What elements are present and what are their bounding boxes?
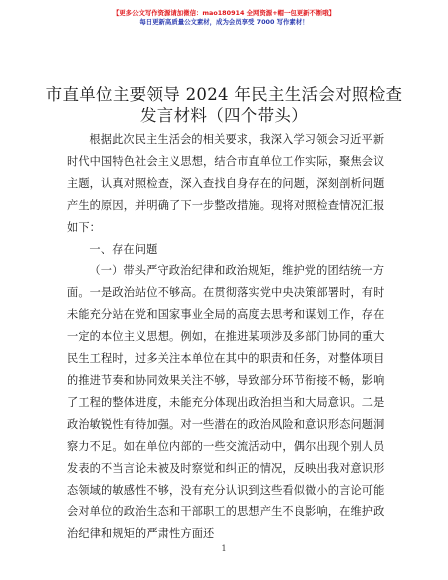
document-title: [0, 84, 448, 126]
header-banner: [0, 9, 448, 27]
page-number: 1: [221, 544, 227, 553]
intro-paragraph: 根据此次民主生活会的相关要求，我深入学习领会习近平新时代中国特色社会主义思想，结合市直单位工作实际，聚焦会议主题，认真对照检查，深入查找自身存在的问题，深刻剖析问题产生的原因，并明确了下一步整改措施。现将对照检查情况汇报如下：: [67, 133, 385, 234]
banner-line-2: 每日更新高质量公文素材，成为会员享受 7000 写作素材！: [139, 18, 309, 26]
document-body: [67, 129, 385, 545]
section-heading: 一、存在问题: [89, 242, 158, 256]
title-line-2: 发言材料（四个带头）: [140, 106, 308, 125]
title-line-1: 市直单位主要领导 2024 年民主生活会对照检查: [45, 85, 403, 104]
body-paragraph: （一）带头严守政治纪律和政治规矩，维护党的团结统一方面。一是政治站位不够高。在贯彻落实党中央决策部署时，有时未能充分站在党和国家事业全局的高度去思考和谋划工作，存在一定的本位主义思想。例如，在推进某项涉及多部门协同的重大民生工程时，过多关注本单位在其中的职责和任务，对整体项目的推进节奏和协同效果关注不够，导致部分环节衔接不畅，影响了工程的整体进度，未能充分体现出政治担当和大局意识。二是政治敏锐性有待加强。对一些潜在的政治风险和意识形态问题洞察力不足。如在单位内部的一些交流活动中，偶尔出现个别人员发表的不当言论未被及时察觉和纠正的情况，反映出我对意识形态领域的敏感性不够，没有充分认识到这些看似微小的言论可能会对单位的政治生态和干部职工的思想产生不良影响，在维护政治纪律和规矩的严肃性方面还: [67, 264, 385, 541]
banner-line-1: 【更多公文写作资源请加微信：mao180914 全网资源+帽一包更新不断哦】: [112, 9, 336, 17]
